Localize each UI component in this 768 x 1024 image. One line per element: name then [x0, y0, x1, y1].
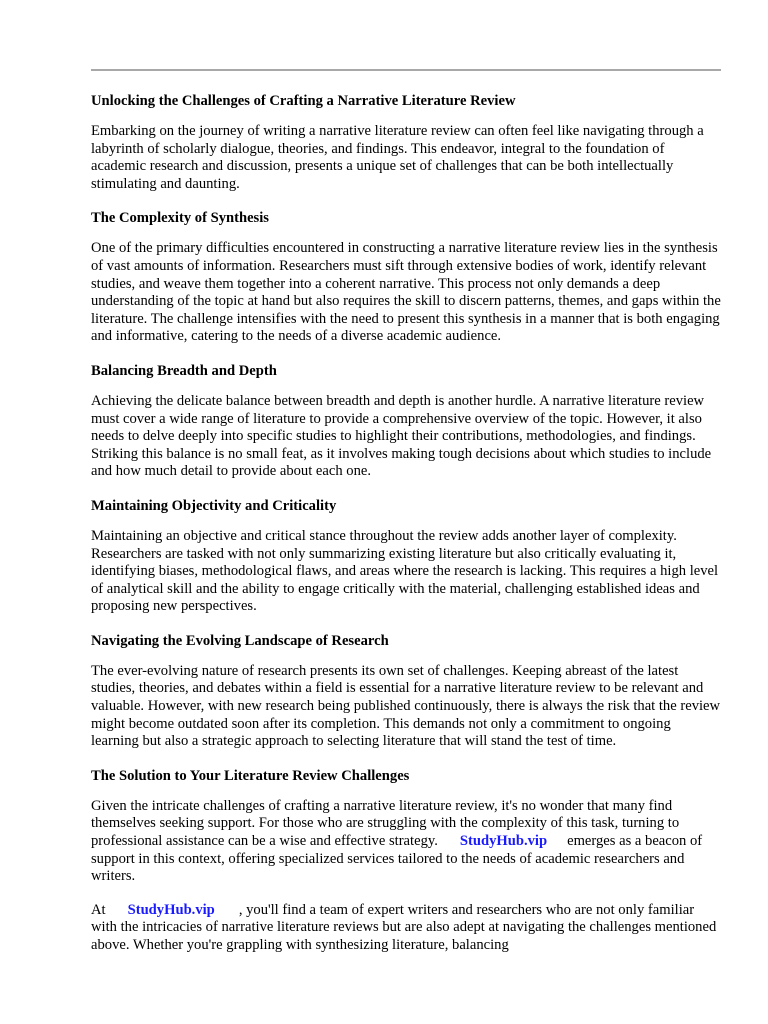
- section-heading-breadth-depth: Balancing Breadth and Depth: [91, 362, 277, 379]
- solution-p1-text-before: Given the intricate challenges of crafting a narrative literature review, it's no wonder that many find themselves seeking support. For those who are struggling with the complexity of this task, turning to professional assistance can be a wise and effective strategy.: [91, 797, 680, 850]
- solution-p1-text-after: emerges as a beacon of support in this context, offering specialized services tailored to the needs of academic researchers and writers.: [91, 833, 703, 885]
- top-divider: [91, 69, 721, 71]
- solution-p2-text-after: , you'll find a team of expert writers and researchers who are not only familiar with the intricacies of narrative literature reviews but are also adept at navigating the challenges mentioned above. Whether you're grappling with synthesizing literature, balancing: [91, 901, 717, 953]
- section-heading-solution: The Solution to Your Literature Review Challenges: [91, 767, 410, 784]
- studyhub-link-1[interactable]: StudyHub.vip: [459, 833, 548, 850]
- solution-paragraph-1: [91, 798, 721, 886]
- studyhub-link-2[interactable]: StudyHub.vip: [127, 901, 215, 918]
- section-heading-evolving-landscape: Navigating the Evolving Landscape of Research: [91, 632, 389, 649]
- section-heading-synthesis: The Complexity of Synthesis: [91, 210, 269, 227]
- page-title: Unlocking the Challenges of Crafting a Narrative Literature Review: [91, 93, 516, 109]
- solution-p2-text-before: At: [91, 901, 106, 918]
- solution-paragraph-2: [91, 902, 721, 955]
- section-body-breadth-depth: Achieving the delicate balance between breadth and depth is another hurdle. A narrative literature review must cover a wide range of literature to provide a comprehensive overview of the topic. However, it also needs to delve deeply into specific studies to highlight their contributions, methodologies, and findings. Striking this balance is no small feat, as it involves making tough decisions about which studies to include and how much detail to provide about each one.: [91, 392, 712, 480]
- intro-paragraph: Embarking on the journey of writing a narrative literature review can often feel like navigating through a labyrinth of scholarly dialogue, theories, and findings. This endeavor, integral to the foundation of academic research and discussion, presents a unique set of challenges that can be both intellectually stimulating and daunting.: [91, 123, 704, 192]
- section-body-evolving-landscape: The ever-evolving nature of research presents its own set of challenges. Keeping abreast of the latest studies, theories, and debates within a field is essential for a narrative literature review to be relevant and valuable. However, with new research being published continuously, there is always the risk that the review might become outdated soon after its completion. This demands not only a commitment to ongoing learning but also a strategic approach to selecting literature that will stand the test of time.: [91, 662, 721, 750]
- document-body: [91, 90, 721, 955]
- section-body-objectivity: Maintaining an objective and critical stance throughout the review adds another layer of complexity. Researchers are tasked with not only summarizing existing literature but also critically evaluating it, identifying biases, methodological flaws, and areas where the research is lacking. This requires a high level of analytical skill and the ability to engage critically with the material, challenging established ideas and proposing new perspectives.: [91, 527, 719, 615]
- section-heading-objectivity: Maintaining Objectivity and Criticality: [91, 497, 337, 514]
- section-body-synthesis: One of the primary difficulties encountered in constructing a narrative literature review lies in the synthesis of vast amounts of information. Researchers must sift through extensive bodies of work, identify relevant studies, and weave them together into a coherent narrative. This process not only demands a deep understanding of the topic at hand but also requires the skill to discern patterns, themes, and gaps within the literature. The challenge intensifies with the need to present this synthesis in a manner that is both engaging and informative, catering to the needs of a diverse academic audience.: [91, 240, 721, 345]
